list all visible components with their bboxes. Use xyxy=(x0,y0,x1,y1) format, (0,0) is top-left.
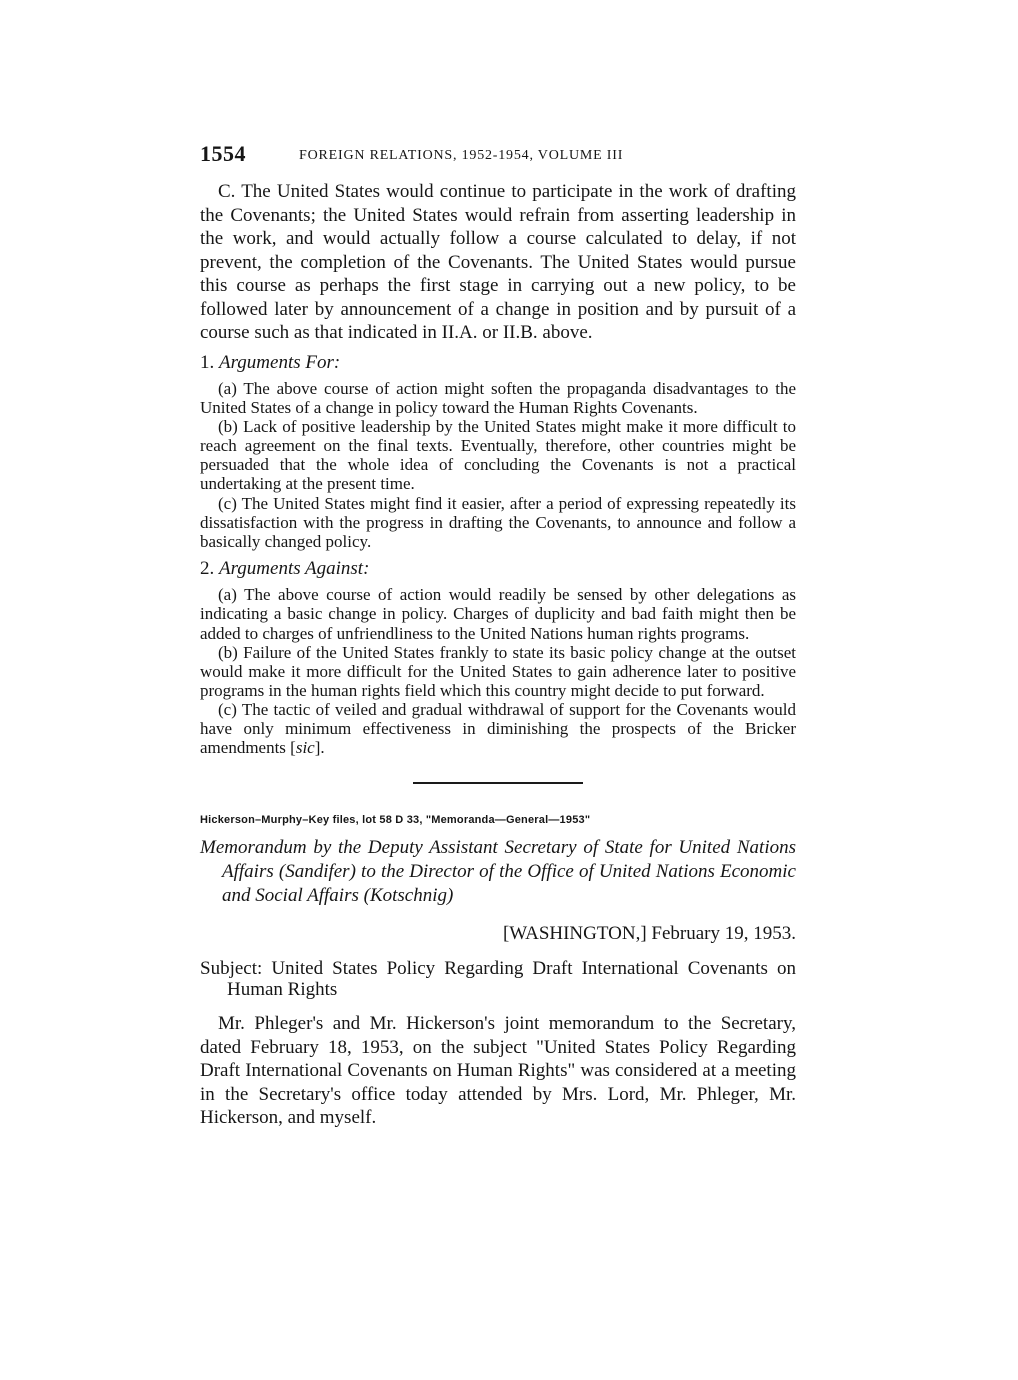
document-page xyxy=(200,138,796,1130)
argument-against-b xyxy=(200,643,796,700)
running-title: FOREIGN RELATIONS, 1952-1954, VOLUME III xyxy=(299,148,624,163)
item-text-end: ]. xyxy=(314,738,325,758)
item-text: The United States might find it easier, after a period of expressing repeatedly its dissatisfaction with the progress in drafting the Covenants, to announce and follow a basically changed policy. xyxy=(200,493,796,551)
argument-for-c xyxy=(200,494,796,551)
option-c-paragraph: C. The United States would continue to participate in the work of drafting the Covenants; the United States would refrain from asserting leadership in the work, and would actually follow a course calculated to delay, if not prevent, the completion of the Covenants. The United States would pursue this course as perhaps the first stage in carrying out a new policy, to be followed later by announcement of a change in position and by pursuit of a course such as that indicated in II.A. or II.B. above. xyxy=(200,181,796,343)
sic-annotation: sic xyxy=(295,738,315,758)
arguments-against-list xyxy=(200,585,796,757)
argument-for-b xyxy=(200,417,796,493)
item-label: (b) xyxy=(218,417,238,437)
item-text: The above course of action might soften the propaganda disadvantages to the United States of a change in policy toward the Human Rights Covenants. xyxy=(200,379,797,418)
document-divider xyxy=(413,782,583,784)
item-text: Failure of the United States frankly to state its basic policy change at the outset would make it more difficult for the United States to gain adherence later to positive programs in the human rights field which this country might decide to put forward. xyxy=(200,642,797,700)
item-label: (c) xyxy=(218,493,237,513)
subject-label: Subject: xyxy=(200,958,263,980)
argument-against-c xyxy=(200,700,796,757)
memorandum-body: Mr. Phleger's and Mr. Hickerson's joint memorandum to the Secretary, dated February 18, 1953, on the subject "United States Policy Regarding Draft International Covenants on Human Rights" was considered at a meeting in the Secretary's office today attended by Mrs. Lord, Mr. Phleger, Mr. Hickerson, and myself. xyxy=(200,1013,796,1129)
running-header xyxy=(200,138,796,174)
item-label: (a) xyxy=(218,585,237,605)
subject-line xyxy=(200,958,796,1000)
dateline: [WASHINGTON,] February 19, 1953. xyxy=(502,923,796,945)
arguments-for-heading xyxy=(200,351,796,375)
item-text: The above course of action would readily be sensed by other delegations as indicating a basic change in policy. Charges of duplicity and bad faith might then be added to charges of unfriendliness to the United Nations human rights programs. xyxy=(200,585,796,643)
arguments-for-number: 1. xyxy=(200,351,215,373)
argument-for-a xyxy=(200,379,796,417)
item-label: (b) xyxy=(218,642,238,662)
arguments-against-heading xyxy=(200,557,796,581)
document-title: Memorandum by the Deputy Assistant Secretary of State for United Nations Affairs (Sandifer) to the Director of the Office of United Nations Economic and Social Affairs (Kotschnig) xyxy=(200,837,796,907)
subject-text: United States Policy Regarding Draft International Covenants on Human Rights xyxy=(227,958,797,1001)
item-text: Lack of positive leadership by the United States might make it more difficult to reach agreement on the final texts. Eventually, therefore, other countries might be persuaded that the whole idea of concluding the Covenants is not a practical undertaking at the present time. xyxy=(200,417,796,494)
arguments-for-title: Arguments For: xyxy=(219,351,341,373)
source-citation: Hickerson–Murphy–Key files, lot 58 D 33, "Memoranda—General—1953" xyxy=(200,814,591,827)
item-label: (c) xyxy=(218,699,237,719)
item-label: (a) xyxy=(218,379,237,398)
arguments-against-number: 2. xyxy=(200,557,215,579)
page-number: 1554 xyxy=(200,141,246,166)
arguments-for-list xyxy=(200,379,796,551)
item-text: The tactic of veiled and gradual withdrawal of support for the Covenants would have only minimum effectiveness in diminishing the prospects of the Bricker amendments [ xyxy=(200,699,796,758)
arguments-against-title: Arguments Against: xyxy=(219,557,370,579)
argument-against-a xyxy=(200,585,796,642)
